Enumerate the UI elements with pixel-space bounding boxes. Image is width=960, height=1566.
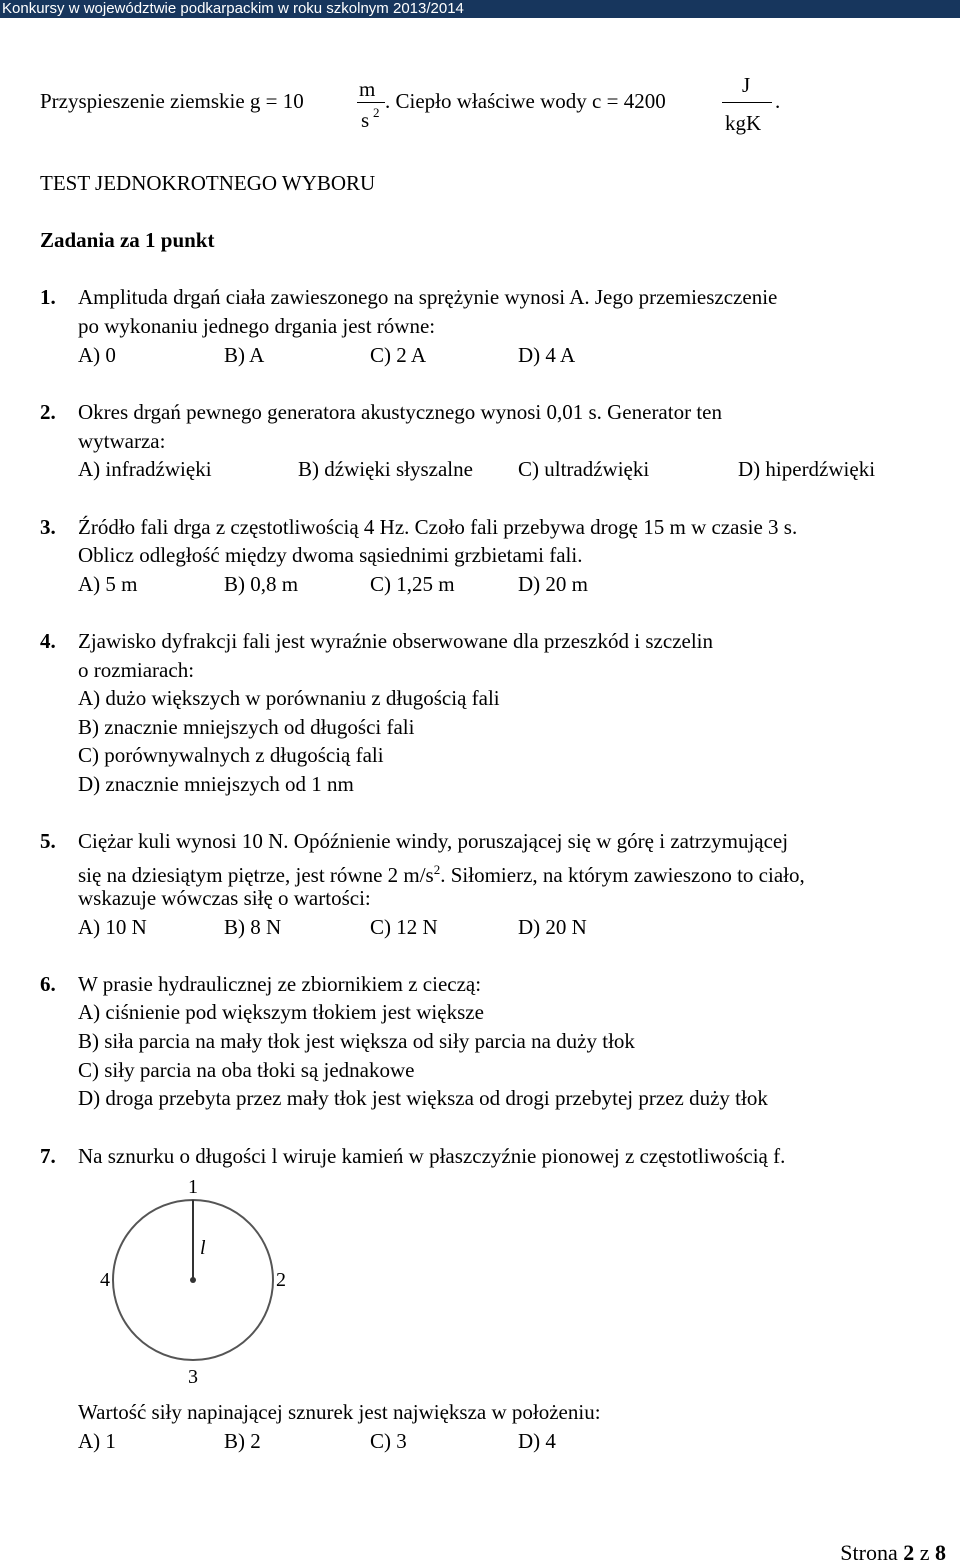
question-number: 3. [40, 515, 56, 539]
answer-option-d: D) 20 N [518, 915, 587, 939]
g-prefix: Przyspieszenie ziemskie g = 10 [40, 89, 304, 113]
g-denominator-exponent: 2 [373, 105, 380, 120]
center-point [190, 1277, 196, 1283]
g-fraction-numerator: m [359, 77, 376, 101]
unit-exponent: 2 [433, 862, 441, 877]
answer-option-a: A) dużo większych w porównaniu z długością fali [78, 686, 500, 710]
position-label-2: 2 [276, 1269, 286, 1291]
answer-option-c: C) 12 N [370, 915, 438, 939]
question-text: Wartość siły napinającej sznurek jest największa w położeniu: [78, 1400, 601, 1424]
answer-option-c: C) 1,25 m [370, 572, 455, 596]
question-number: 7. [40, 1144, 56, 1168]
position-label-4: 4 [100, 1269, 110, 1291]
question-text: Ciężar kuli wynosi 10 N. Opóźnienie windy, poruszającej się w górę i zatrzymującej [78, 829, 789, 853]
question-text: Okres drgań pewnego generatora akustycznego wynosi 0,01 s. Generator ten [78, 400, 722, 424]
answer-option-b: B) 8 N [224, 915, 282, 939]
c-fraction-denominator: kgK [725, 111, 762, 135]
answer-option-c: C) ultradźwięki [518, 457, 650, 481]
question-text: W prasie hydraulicznej ze zbiornikiem z cieczą: [78, 972, 482, 996]
answer-option-c: C) 2 A [370, 343, 427, 367]
question-text: Oblicz odległość między dwoma sąsiednimi grzbietami fali. [78, 543, 583, 567]
footer-separator: z [919, 1540, 930, 1565]
c-fraction-bar [722, 102, 772, 103]
total-page-count: 8 [935, 1540, 946, 1565]
position-label-1: 1 [188, 1176, 198, 1198]
answer-option-b: B) znacznie mniejszych od długości fali [78, 715, 415, 739]
c-prefix: . Ciepło właściwe wody c = 4200 [385, 89, 666, 113]
question-number: 1. [40, 285, 56, 309]
answer-option-a: A) ciśnienie pod większym tłokiem jest większe [78, 1000, 484, 1024]
c-fraction-numerator: J [742, 73, 751, 97]
current-page-number: 2 [903, 1540, 915, 1565]
section-title: Zadania za 1 punkt [40, 228, 215, 252]
question-text: wytwarza: [78, 429, 166, 453]
answer-option-d: D) droga przebyta przez mały tłok jest większa od drogi przebytej przez duży tłok [78, 1086, 768, 1110]
question-number: 4. [40, 629, 56, 653]
answer-option-a: A) 1 [78, 1429, 116, 1453]
answer-option-d: D) 4 [518, 1429, 556, 1453]
question-text: po wykonaniu jednego drgania jest równe: [78, 314, 436, 338]
question-text: Amplituda drgań ciała zawieszonego na sprężynie wynosi A. Jego przemieszczenie [78, 285, 778, 309]
answer-option-b: B) siła parcia na mały tłok jest większa od siły parcia na duży tłok [78, 1029, 635, 1053]
header-title: Konkursy w województwie podkarpackim w roku szkolnym 2013/2014 [2, 0, 464, 17]
page-footer [840, 1540, 946, 1566]
answer-option-b: B) A [224, 343, 265, 367]
g-fraction-denominator: s [361, 108, 370, 132]
test-title: TEST JEDNOKROTNEGO WYBORU [40, 171, 376, 195]
answer-option-a: A) 10 N [78, 915, 147, 939]
answer-option-d: D) 4 A [518, 343, 576, 367]
answer-option-a: A) 0 [78, 343, 116, 367]
answer-option-a: A) 5 m [78, 572, 138, 596]
answer-option-d: D) hiperdźwięki [738, 457, 876, 481]
c-suffix: . [775, 89, 781, 113]
question-text: Na sznurku o długości l wiruje kamień w płaszczyźnie pionowej z częstotliwością f. [78, 1144, 786, 1168]
question-number: 5. [40, 829, 56, 853]
answer-option-b: B) 0,8 m [224, 572, 299, 596]
question-text-part: się na dziesiątym piętrze, jest równe 2 m/s [78, 863, 434, 887]
answer-option-b: B) 2 [224, 1429, 261, 1453]
question-text: wskazuje wówczas siłę o wartości: [78, 886, 371, 910]
question-text: Źródło fali drga z częstotliwością 4 Hz. Czoło fali przebywa drogę 15 m w czasie 3 s. [78, 515, 798, 539]
answer-option-c: C) porównywalnych z długością fali [78, 743, 384, 767]
answer-option-b: B) dźwięki słyszalne [298, 457, 473, 481]
document-header-bar [0, 0, 960, 18]
question-text [78, 857, 805, 888]
question-text: Zjawisko dyfrakcji fali jest wyraźnie obserwowane dla przeszkód i szczelin [78, 629, 714, 653]
answer-option-a: A) infradźwięki [78, 457, 212, 481]
circular-motion-diagram [90, 1168, 310, 1393]
answer-option-d: D) 20 m [518, 572, 588, 596]
question-text: o rozmiarach: [78, 658, 195, 682]
answer-option-d: D) znacznie mniejszych od 1 nm [78, 772, 354, 796]
question-number: 2. [40, 400, 56, 424]
g-fraction-bar [357, 102, 385, 103]
answer-option-c: C) siły parcia na oba tłoki są jednakowe [78, 1058, 415, 1082]
question-number: 6. [40, 972, 56, 996]
answer-option-c: C) 3 [370, 1429, 407, 1453]
position-label-3: 3 [188, 1366, 198, 1388]
string-length-label: l [200, 1237, 206, 1259]
question-text-part: . Siłomierz, na którym zawieszono to ciało, [440, 863, 805, 887]
footer-prefix: Strona [840, 1540, 898, 1565]
